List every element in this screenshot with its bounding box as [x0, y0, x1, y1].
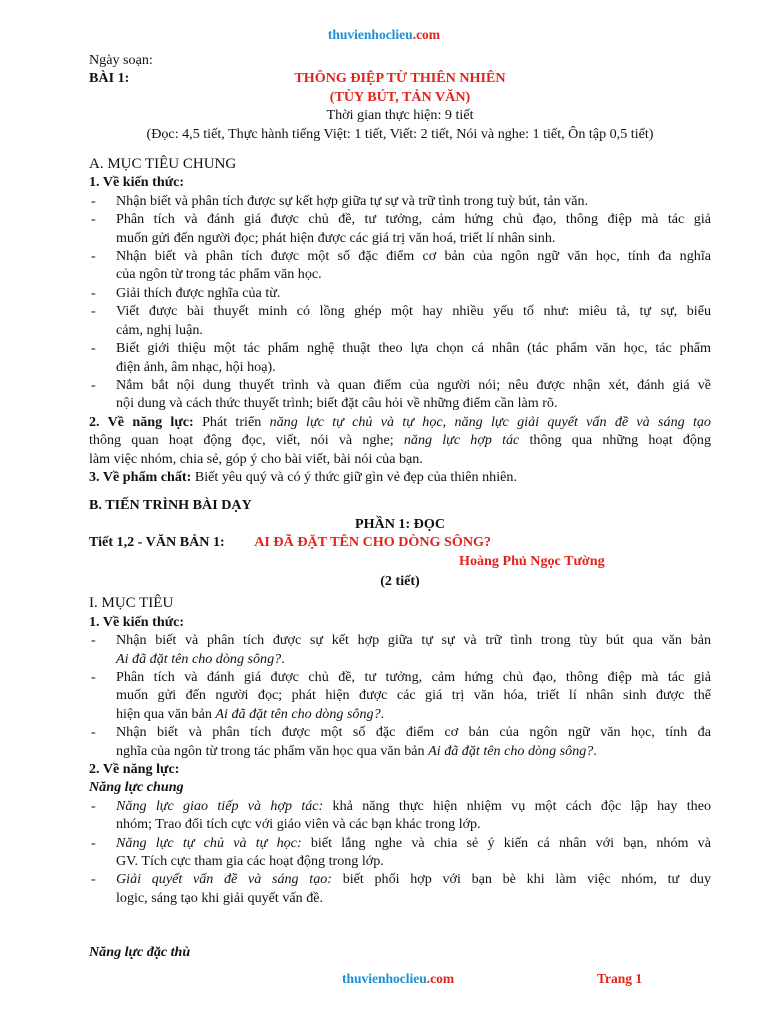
text-title-row — [89, 533, 711, 551]
document-body — [89, 51, 711, 962]
general-competence-heading: Năng lực chung — [89, 779, 184, 796]
section-a-heading: A. MỤC TIÊU CHUNG — [89, 156, 237, 173]
ngay-soan: Ngày soạn: — [89, 52, 153, 68]
competence-heading-2: 2. Về năng lực: — [89, 761, 180, 778]
list-item: - Giải thích được nghĩa của từ. — [89, 284, 711, 302]
page-number: Trang 1 — [597, 971, 643, 986]
lesson-time: Thời gian thực hiện: 9 tiết — [326, 107, 474, 124]
list-item: - Nhận biết và phân tích được một số đặc điểm cơ bản của ngôn ngữ văn học, tính đa nghĩa của ngôn từ trong tác phẩm văn học qua văn bản Ai đã đặt tên cho dòng sông?. — [89, 723, 711, 760]
specific-competence-heading: Năng lực đặc thù — [89, 944, 191, 961]
competence-paragraph-2: thông quan hoạt động đọc, viết, nói và nghe; năng lực hợp tác thông qua những hoạt động — [89, 432, 712, 449]
list-item: - Viết được bài thuyết minh có lồng ghép một hay nhiều yếu tố như: miêu tả, tự sự, biểu cảm, nghị luận. — [89, 302, 711, 339]
lesson-title-row — [89, 69, 711, 87]
quality-heading: 3. Về phẩm chất: — [89, 468, 192, 485]
section-b-heading: B. TIẾN TRÌNH BÀI DẠY — [89, 497, 252, 514]
list-item: - Nhận biết và phân tích được sự kết hợp giữa tự sự và trữ tình trong tùy bút qua văn bản Ai đã đặt tên cho dòng sông?. — [89, 631, 711, 668]
footer-site-tld: .com — [426, 971, 455, 986]
header-site-name[interactable]: thuvienhoclieu — [327, 27, 413, 42]
list-item: - Phân tích và đánh giá được chủ đề, tư tưởng, cảm hứng chủ đạo, thông điệp mà tác giả muốn gửi đến người đọc; phát hiện được các giá trị văn hoá, triết lí nhân sinh. — [89, 210, 711, 247]
list-item: - Phân tích và đánh giá được chủ đề, tư tưởng, cảm hứng chủ đạo, thông điệp mà tác giả muốn gửi đến người đọc; phát hiện được các giá trị văn hóa, triết lí nhân sinh được thể hiện qua văn bản Ai đã đặt tên cho dòng sông?. — [89, 668, 711, 723]
list-item: - Năng lực giao tiếp và hợp tác: khả năng thực hiện nhiệm vụ một cách độc lập hay theo nhóm; Trao đổi tích cực với giáo viên và các bạn khác trong lớp. — [89, 797, 711, 834]
header-site-link[interactable] — [0, 27, 768, 43]
list-item: - Biết giới thiệu một tác phẩm nghệ thuật theo lựa chọn cá nhân (tác phẩm văn học, tác phẩm điện ảnh, âm nhạc, hội hoạ). — [89, 339, 711, 376]
lesson-title: THÔNG ĐIỆP TỪ THIÊN NHIÊN — [294, 70, 506, 87]
list-item: - Nhận biết và phân tích được sự kết hợp giữa tự sự và trữ tình trong tuỳ bút, tản văn. — [89, 192, 711, 210]
footer-site-link[interactable] — [342, 971, 454, 987]
footer-site-name: thuvienhoclieu — [342, 971, 427, 986]
knowledge-heading-2: 1. Về kiến thức: — [89, 613, 185, 630]
list-item: - Giải quyết vấn đề và sáng tạo: biết phối hợp với bạn bè khi làm việc nhóm, tư duy logic, sáng tạo khi giải quyết vấn đề. — [89, 870, 711, 907]
lesson-breakdown: (Đọc: 4,5 tiết, Thực hành tiếng Việt: 1 tiết, Viết: 2 tiết, Nói và nghe: 1 tiết, Ôn tập 0,5 tiết) — [146, 125, 654, 142]
author-name: Hoàng Phủ Ngọc Tường — [459, 552, 605, 569]
text-title: AI ĐÃ ĐẶT TÊN CHO DÒNG SÔNG? — [254, 534, 492, 551]
lesson-subtitle: (TÙY BÚT, TẢN VĂN) — [329, 88, 471, 105]
part-heading: PHẦN 1: ĐỌC — [354, 515, 446, 532]
knowledge-heading: 1. Về kiến thức: — [89, 174, 185, 191]
list-item: - Nắm bắt nội dung thuyết trình và quan điểm của người nói; nêu được nhận xét, đánh giá về nội dung và cách thức thuyết trình; biết đặt câu hỏi về những điểm cần làm rõ. — [89, 376, 711, 413]
competence-heading: 2. Về năng lực: — [89, 413, 194, 430]
list-item: - Nhận biết và phân tích được một số đặc điểm cơ bản của ngôn ngữ văn học, tính đa nghĩa của ngôn từ trong tác phẩm văn học. — [89, 247, 711, 284]
header-site-tld[interactable]: .com — [412, 27, 441, 42]
quality-paragraph: 3. Về phẩm chất: Biết yêu quý và có ý thức giữ gìn vẻ đẹp của thiên nhiên. — [89, 468, 517, 485]
lesson-period-label: Tiết 1,2 - VĂN BẢN 1: — [89, 534, 225, 551]
objectives-heading: I. MỤC TIÊU — [89, 595, 174, 612]
competence-paragraph-3: làm việc nhóm, chia sẻ, góp ý cho bài viết, bài nói của bạn. — [89, 450, 423, 467]
list-item: - Năng lực tự chủ và tự học: biết lắng nghe và chia sẻ ý kiến cá nhân với bạn, nhóm và GV. Tích cực tham gia các hoạt động trong lớp. — [89, 834, 711, 871]
period-count: (2 tiết) — [380, 572, 420, 589]
competence-paragraph: 2. Về năng lực: Phát triển năng lực tự chủ và tự học, năng lực giải quyết vấn đề và sáng tạo — [89, 413, 711, 430]
lesson-label: BÀI 1: — [89, 70, 130, 87]
